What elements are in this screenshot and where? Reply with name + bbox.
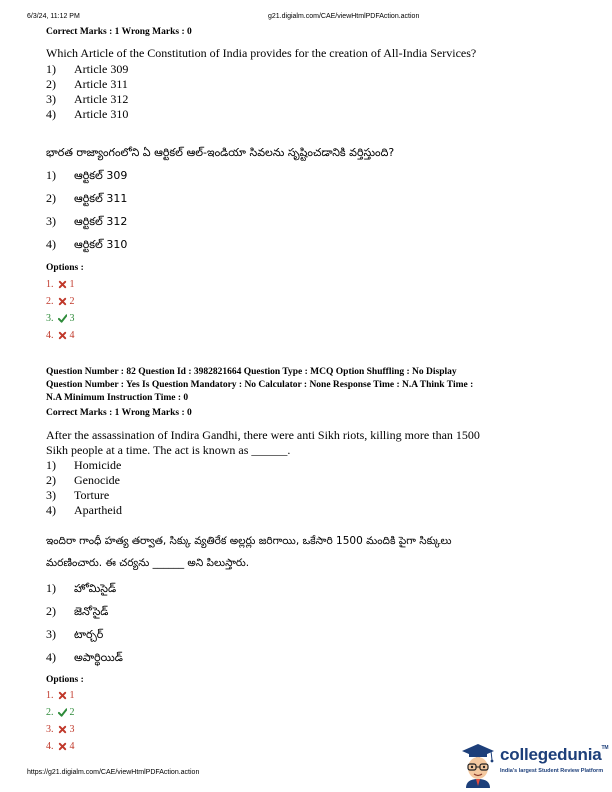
q2-meta-line1: Question Number : 82 Question Id : 3982821664 Question Type : MCQ Option Shuffling : No Display (46, 367, 457, 377)
q1-text-te: భారత రాజ్యాంగంలోని ఏ ఆర్టికల్ ఆల్-ఇండియా సివలను సృష్టించడానికి వర్తిస్తుంది? (46, 146, 395, 159)
q1-text-en: Which Article of the Constitution of India provides for the creation of All-India Services? (46, 46, 477, 60)
q2-answer-3: 3. 3 (46, 724, 75, 735)
q2-answer-1: 1. 1 (46, 690, 75, 701)
mascot-icon (458, 742, 498, 788)
q1-option-en-2: 2) Article 311 (46, 77, 128, 91)
logo-tagline: India's largest Student Review Platform (500, 768, 604, 774)
q1-option-en-4: 4) Article 310 (46, 107, 129, 121)
q2-option-en-4: 4) Apartheid (46, 503, 122, 517)
cross-icon (58, 742, 67, 751)
q1-marks: Correct Marks : 1 Wrong Marks : 0 (46, 27, 192, 37)
footer-url: https://g21.digialm.com/CAE/viewHtmlPDFAction.action (27, 769, 200, 776)
logo-wordmark: collegedunia™ (500, 745, 609, 764)
cross-icon (58, 280, 67, 289)
q2-meta-line2: Question Number : Yes Is Question Mandatory : No Calculator : None Response Time : N.A Think Time : (46, 380, 474, 390)
q1-option-te-4: 4) ఆర్టికల్ 310 (46, 237, 128, 251)
cross-icon (58, 297, 67, 306)
q1-option-en-1: 1) Article 309 (46, 62, 129, 76)
q1-answer-4: 4. 4 (46, 330, 75, 341)
q2-answer-2: 2. 2 (46, 707, 75, 718)
check-icon (58, 708, 67, 717)
q2-text-en-line1: After the assassination of Indira Gandhi, there were anti Sikh riots, killing more than 1500 (46, 428, 480, 442)
q2-meta-line3: N.A Minimum Instruction Time : 0 (46, 393, 189, 403)
q2-answer-4: 4. 4 (46, 741, 75, 752)
q2-option-en-3: 3) Torture (46, 488, 110, 502)
cross-icon (58, 331, 67, 340)
check-icon (58, 314, 67, 323)
q2-option-te-4: 4) అపార్థియిడ్ (46, 650, 123, 664)
q1-options-label: Options : (46, 263, 84, 273)
q1-answer-2: 2. 2 (46, 296, 75, 307)
q2-options-label: Options : (46, 675, 84, 685)
q2-option-te-1: 1) హోమిసైడ్ (46, 581, 117, 595)
q2-option-en-1: 1) Homicide (46, 458, 122, 472)
cross-icon (58, 691, 67, 700)
q2-option-te-2: 2) జెనోసైడ్ (46, 604, 109, 618)
q2-option-en-2: 2) Genocide (46, 473, 120, 487)
q1-option-te-3: 3) ఆర్టికల్ 312 (46, 214, 128, 228)
cross-icon (58, 725, 67, 734)
collegedunia-logo[interactable] (458, 742, 608, 788)
q2-marks: Correct Marks : 1 Wrong Marks : 0 (46, 408, 192, 418)
q2-text-en-line2: Sikh people at a time. The act is known as ______. (46, 443, 291, 457)
q2-text-te-line2: మరణించారు. ఈ చర్యను ______ అని పిలుస్తారు. (46, 557, 250, 569)
q1-answer-1: 1. 1 (46, 279, 75, 290)
q1-option-te-1: 1) ఆర్టికల్ 309 (46, 168, 128, 182)
print-datetime: 6/3/24, 11:12 PM (27, 13, 80, 20)
q1-option-en-3: 3) Article 312 (46, 92, 129, 106)
q2-option-te-3: 3) టార్చర్ (46, 627, 104, 641)
print-url: g21.digialm.com/CAE/viewHtmlPDFAction.action (268, 13, 420, 20)
q1-answer-3: 3. 3 (46, 313, 75, 324)
q1-option-te-2: 2) ఆర్టికల్ 311 (46, 191, 128, 205)
q2-text-te-line1: ఇందిరా గాంధీ హత్య తర్వాత, సిక్కు వ్యతిరేక అల్లర్లు జరిగాయి, ఒకేసారి 1500 మందికి పైగా సిక్కులు (46, 535, 452, 547)
